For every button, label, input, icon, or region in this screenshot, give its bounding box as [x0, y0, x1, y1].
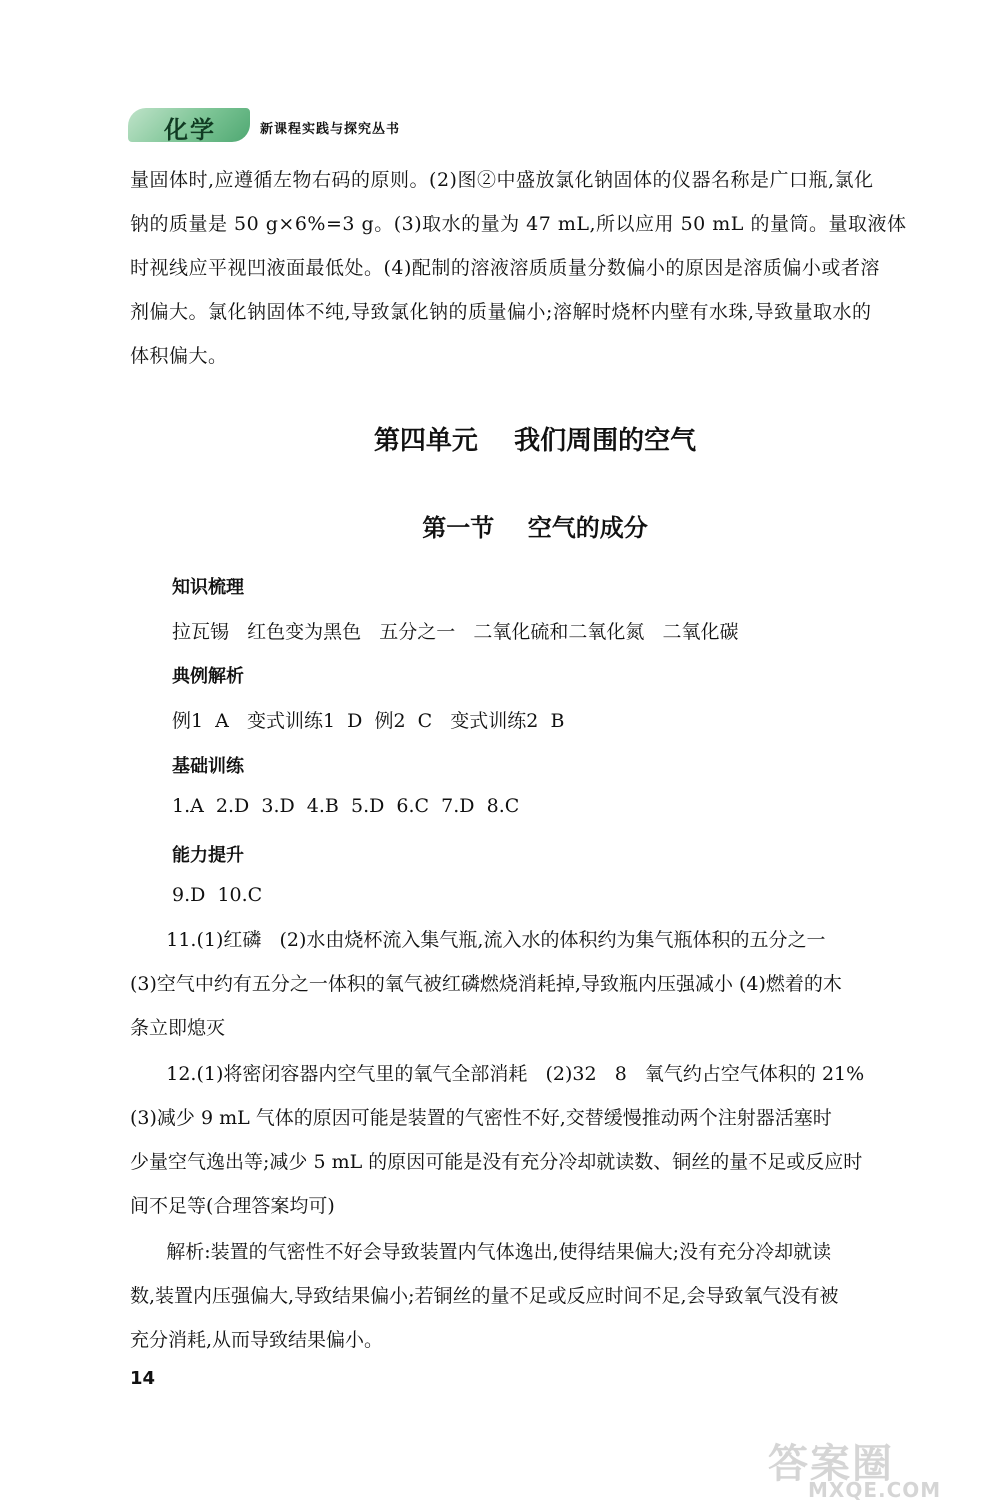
- text-line: 11.(1)红磷 (2)水由烧杯流入集气瓶,流入水的体积约为集气瓶体积的五分之一: [130, 929, 826, 951]
- watermark-text: 答案圈: [768, 1441, 894, 1487]
- text-line: 剂偏大。氯化钠固体不纯,导致氯化钠的质量偏小;溶解时烧杯内壁有水珠,导致量取水的: [130, 301, 872, 323]
- answer-knowledge: 拉瓦锡 红色变为黑色 五分之一 二氧化硫和二氧化氮 二氧化碳: [172, 621, 739, 643]
- answer-basic: 1.A 2.D 3.D 4.B 5.D 6.C 7.D 8.C: [172, 795, 520, 817]
- heading-basic: 基础训练: [172, 756, 244, 777]
- heading-examples: 典例解析: [172, 666, 244, 687]
- text-line: 条立即熄灭: [130, 1017, 226, 1039]
- text-line: 时视线应平视凹液面最低处。(4)配制的溶液溶质质量分数偏小的原因是溶质偏小或者溶: [130, 257, 880, 279]
- heading-ability: 能力提升: [172, 845, 244, 866]
- series-title: 新课程实践与探究丛书: [260, 122, 401, 137]
- text-line: 充分消耗,从而导致结果偏小。: [130, 1329, 384, 1351]
- page-number: 14: [130, 1368, 156, 1389]
- text-line: 钠的质量是 50 g×6%=3 g。(3)取水的量为 47 mL,所以应用 50 mL 的量筒。量取液体: [130, 213, 907, 235]
- watermark-logo: [748, 1432, 978, 1502]
- text-line: 解析:装置的气密性不好会导致装置内气体逸出,使得结果偏大;没有充分冷却就读: [130, 1241, 832, 1263]
- unit-title: 第四单元 我们周围的空气: [373, 426, 697, 456]
- text-line: 数,装置内压强偏大,导致结果偏小;若铜丝的量不足或反应时间不足,会导致氧气没有被: [130, 1285, 839, 1307]
- answer-examples: 例1 A 变式训练1 D 例2 C 变式训练2 B: [172, 710, 565, 732]
- subject-badge: [128, 108, 250, 142]
- watermark-url: MXQE.COM: [808, 1478, 942, 1502]
- section-title: 第一节 空气的成分: [422, 514, 648, 542]
- text-line: 间不足等(合理答案均可): [130, 1195, 335, 1217]
- text-line: 体积偏大。: [130, 345, 228, 367]
- text-line: 少量空气逸出等;减少 5 mL 的原因可能是没有充分冷却就读数、铜丝的量不足或反应时: [130, 1151, 863, 1173]
- running-header: [128, 108, 428, 144]
- text-line: 12.(1)将密闭容器内空气里的氧气全部消耗 (2)32 8 氧气约占空气体积的 21%: [130, 1063, 865, 1085]
- heading-knowledge: 知识梳理: [172, 577, 244, 598]
- question-11: [130, 918, 930, 1050]
- subject-label: 化学: [164, 116, 216, 144]
- question-12: [130, 1052, 930, 1228]
- text-line: (3)空气中约有五分之一体积的氧气被红磷燃烧消耗掉,导致瓶内压强减小 (4)燃着的木: [130, 973, 842, 995]
- analysis-paragraph: [130, 1230, 930, 1362]
- text-line: 量固体时,应遵循左物右码的原则。(2)图②中盛放氯化钠固体的仪器名称是广口瓶,氯化: [130, 169, 874, 191]
- intro-paragraph: [130, 158, 930, 378]
- answer-ability: 9.D 10.C: [172, 884, 263, 906]
- text-line: (3)减少 9 mL 气体的原因可能是装置的气密性不好,交替缓慢推动两个注射器活塞时: [130, 1107, 832, 1129]
